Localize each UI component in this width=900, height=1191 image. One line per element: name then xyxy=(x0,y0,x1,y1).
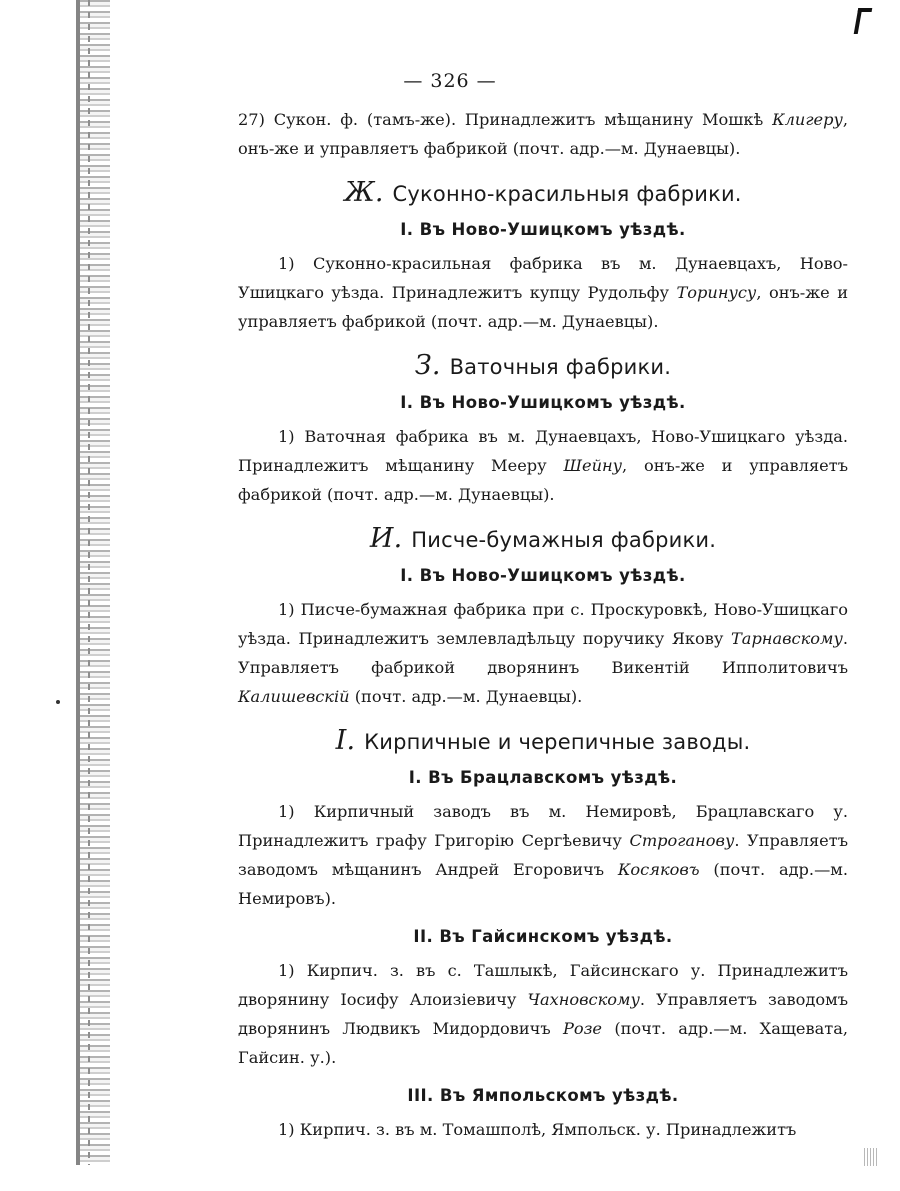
entry-text: , онъ-же и управляетъ фабрикой (почт. адр.—м. Дунаевцы). xyxy=(238,456,848,504)
county-heading: III. Въ Ямпольскомъ уѣздѣ. xyxy=(407,1086,679,1105)
entry-text: . Управляетъ фабрикой дворянинъ Викентій Ипполитовичъ xyxy=(238,629,848,677)
section-title: Ваточныя фабрики. xyxy=(442,355,672,379)
county-heading: I. Въ Ново-Ушицкомъ уѣздѣ. xyxy=(400,220,686,239)
surname-italic: Тарнавскому xyxy=(731,629,843,648)
entry-paragraph xyxy=(238,249,848,336)
county-heading: I. Въ Ново-Ушицкомъ уѣздѣ. xyxy=(400,566,686,585)
page-number: — 326 — xyxy=(403,70,497,92)
surname-italic: Чахновскому xyxy=(527,990,640,1009)
entry-text: 1) Кирпичный заводъ въ м. Немировѣ, Брацлавскаго у. Принадлежитъ графу Григорію Сергѣевичу xyxy=(238,802,848,850)
entry-text: (почт. адр.—м. Немировъ). xyxy=(238,860,848,908)
entry-text: , онъ-же и управляетъ фабрикой (почт. адр.—м. Дунаевцы). xyxy=(238,110,848,158)
section-heading xyxy=(238,177,848,208)
section-heading xyxy=(238,725,848,756)
surname-italic: Косяковъ xyxy=(617,860,700,879)
entry-text: 1) Ваточная фабрика въ м. Дунаевцахъ, Ново-Ушицкаго уѣзда. Принадлежитъ мѣщанину Мееру xyxy=(238,427,848,475)
surname-italic: Калишевскій xyxy=(238,687,350,706)
section-title: Суконно-красильныя фабрики. xyxy=(385,182,742,206)
scan-scratch xyxy=(864,1148,878,1166)
entry-text: , онъ-же и управляетъ фабрикой (почт. адр.—м. Дунаевцы). xyxy=(238,283,848,331)
entry-text: 1) Писче-бумажная фабрика при с. Проскуровкѣ, Ново-Ушицкаго уѣзда. Принадлежитъ землевладѣльцу поручику Якову xyxy=(238,600,848,648)
county-heading: I. Въ Ново-Ушицкомъ уѣздѣ. xyxy=(400,393,686,412)
surname-italic: Шейну xyxy=(563,456,623,475)
entry-text: 1) Суконно-красильная фабрика въ м. Дунаевцахъ, Ново-Ушицкаго уѣзда. Принадлежитъ купцу Рудольфу xyxy=(238,254,848,302)
surname-italic: Розе xyxy=(562,1019,603,1038)
margin-speck xyxy=(56,700,60,704)
county-heading: I. Въ Брацлавскомъ уѣздѣ. xyxy=(408,768,678,787)
section-heading xyxy=(238,350,848,381)
entry-paragraph xyxy=(238,1115,848,1144)
section-letter: І. xyxy=(335,725,356,756)
section-letter: И. xyxy=(369,523,403,554)
entry-paragraph xyxy=(238,595,848,711)
surname-italic: Торинусу xyxy=(676,283,757,302)
entry-text: . Управляетъ заводомъ дворянинъ Людвикъ Мидордовичъ xyxy=(238,990,848,1038)
entry-text: (почт. адр.—м. Хащевата, Гайсин. у.). xyxy=(238,1019,848,1067)
scan-corner-mark xyxy=(854,8,873,34)
entry-text: (почт. адр.—м. Дунаевцы). xyxy=(349,687,583,706)
county-heading: II. Въ Гайсинскомъ уѣздѣ. xyxy=(413,927,673,946)
entry-paragraph xyxy=(238,956,848,1072)
section-title: Писче-бумажныя фабрики. xyxy=(404,528,717,552)
entry-text: . Управляетъ заводомъ мѣщанинъ Андрей Егоровичъ xyxy=(238,831,848,879)
section-heading xyxy=(238,523,848,554)
entry-paragraph xyxy=(238,105,848,163)
page-body xyxy=(238,105,848,1158)
entry-text: 1) Кирпич. з. въ с. Ташлыкѣ, Гайсинскаго у. Принадлежитъ дворянину Іосифу Алоизіевичу xyxy=(238,961,848,1009)
surname-italic: Клигеру xyxy=(772,110,843,129)
surname-italic: Строганову xyxy=(629,831,735,850)
entry-paragraph xyxy=(238,797,848,913)
entry-text: 27) Сукон. ф. (тамъ-же). Принадлежитъ мѣщанину Мошкѣ xyxy=(238,110,773,129)
section-letter: З. xyxy=(414,350,441,381)
section-letter: Ж. xyxy=(344,177,384,208)
section-title: Кирпичные и черепичные заводы. xyxy=(357,730,751,754)
entry-paragraph xyxy=(238,422,848,509)
entry-text: 1) Кирпич. з. въ м. Томашполѣ, Ямпольск. у. Принадлежитъ xyxy=(278,1120,797,1139)
scan-binding-edge xyxy=(76,0,110,1165)
